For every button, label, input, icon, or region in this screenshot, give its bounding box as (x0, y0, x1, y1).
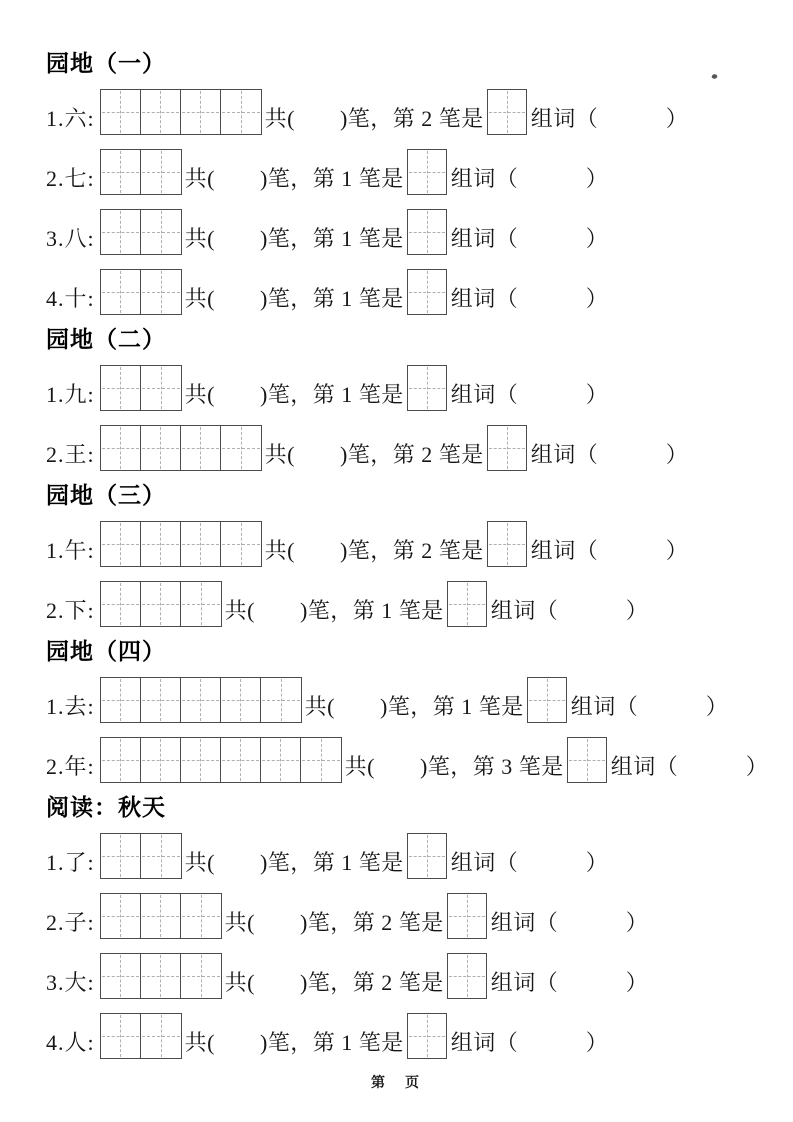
grid-cell (221, 426, 261, 470)
row-label: 1.午: (46, 537, 95, 563)
worksheet-row (46, 206, 763, 258)
section-reading-qiutian (46, 794, 763, 1062)
grid-cell (141, 1014, 181, 1058)
section-title: 园地（三） (46, 483, 166, 509)
grid-cell (221, 90, 261, 134)
stroke-count-text: 共( )笔，第 2 笔是 (264, 537, 484, 563)
grid-cell (141, 270, 181, 314)
grid-cell (141, 954, 181, 998)
row-label: 2.子: (46, 909, 95, 935)
grid-cell (101, 150, 141, 194)
section-title: 阅读：秋天 (46, 795, 166, 821)
row-label: 2.七: (46, 165, 95, 191)
writing-grid (100, 1013, 182, 1059)
stroke-answer-box (407, 209, 447, 255)
grid-cell (141, 834, 181, 878)
row-label: 3.大: (46, 969, 95, 995)
section-yuandi-1 (46, 50, 763, 318)
word-formation-text: 组词（ ） (490, 597, 649, 623)
grid-cell (181, 954, 221, 998)
worksheet-row (46, 266, 763, 318)
grid-cell (181, 894, 221, 938)
worksheet-row (46, 890, 763, 942)
stroke-answer-box (447, 581, 487, 627)
grid-cell (141, 150, 181, 194)
stroke-answer-box (567, 737, 607, 783)
stroke-answer-box (407, 365, 447, 411)
word-formation-text: 组词（ ） (450, 849, 609, 875)
stroke-count-text: 共( )笔，第 1 笔是 (184, 1029, 404, 1055)
grid-cell (141, 210, 181, 254)
stroke-count-text: 共( )笔，第 1 笔是 (224, 597, 444, 623)
grid-cell (261, 738, 301, 782)
writing-grid (100, 581, 222, 627)
stroke-count-text: 共( )笔，第 1 笔是 (184, 165, 404, 191)
grid-cell (141, 366, 181, 410)
row-label: 2.王: (46, 441, 95, 467)
writing-grid (100, 737, 342, 783)
grid-cell (141, 738, 181, 782)
stroke-count-text: 共( )笔，第 2 笔是 (224, 909, 444, 935)
word-formation-text: 组词（ ） (450, 165, 609, 191)
worksheet-row (46, 830, 763, 882)
grid-cell (141, 426, 181, 470)
row-label: 2.下: (46, 597, 95, 623)
stroke-answer-box (487, 89, 527, 135)
grid-cell (101, 678, 141, 722)
grid-cell (141, 582, 181, 626)
stroke-answer-box (447, 893, 487, 939)
stroke-count-text: 共( )笔，第 2 笔是 (264, 105, 484, 131)
writing-grid (100, 893, 222, 939)
word-formation-text: 组词（ ） (610, 753, 769, 779)
writing-grid (100, 677, 302, 723)
row-label: 2.年: (46, 753, 95, 779)
worksheet-row (46, 146, 763, 198)
grid-cell (101, 834, 141, 878)
stroke-count-text: 共( )笔，第 2 笔是 (264, 441, 484, 467)
stroke-count-text: 共( )笔，第 1 笔是 (184, 849, 404, 875)
writing-grid (100, 425, 262, 471)
word-formation-text: 组词（ ） (450, 381, 609, 407)
grid-cell (141, 522, 181, 566)
grid-cell (101, 270, 141, 314)
worksheet-row (46, 578, 763, 630)
worksheet-row (46, 362, 763, 414)
section-title: 园地（四） (46, 639, 166, 665)
stroke-count-text: 共( )笔，第 2 笔是 (224, 969, 444, 995)
stroke-count-text: 共( )笔，第 1 笔是 (304, 693, 524, 719)
section-yuandi-3 (46, 482, 763, 630)
word-formation-text: 组词（ ） (530, 105, 689, 131)
writing-grid (100, 89, 262, 135)
grid-cell (101, 426, 141, 470)
stroke-answer-box (407, 1013, 447, 1059)
grid-cell (101, 738, 141, 782)
worksheet-row (46, 518, 763, 570)
row-label: 1.了: (46, 849, 95, 875)
stroke-answer-box (407, 833, 447, 879)
grid-cell (141, 894, 181, 938)
writing-grid (100, 269, 182, 315)
writing-grid (100, 149, 182, 195)
row-label: 1.去: (46, 693, 95, 719)
writing-grid (100, 953, 222, 999)
grid-cell (141, 678, 181, 722)
word-formation-text: 组词（ ） (450, 1029, 609, 1055)
stroke-count-text: 共( )笔，第 1 笔是 (184, 381, 404, 407)
grid-cell (101, 1014, 141, 1058)
worksheet-row (46, 422, 763, 474)
row-label: 1.九: (46, 381, 95, 407)
stroke-answer-box (407, 269, 447, 315)
section-yuandi-4 (46, 638, 769, 786)
grid-cell (181, 522, 221, 566)
stroke-answer-box (407, 149, 447, 195)
worksheet-row (46, 1010, 763, 1062)
grid-cell (181, 678, 221, 722)
grid-cell (221, 522, 261, 566)
row-label: 4.人: (46, 1029, 95, 1055)
grid-cell (101, 954, 141, 998)
grid-cell (301, 738, 341, 782)
word-formation-text: 组词（ ） (450, 225, 609, 251)
stroke-count-text: 共( )笔，第 3 笔是 (344, 753, 564, 779)
row-label: 4.十: (46, 285, 95, 311)
grid-cell (101, 522, 141, 566)
row-label: 1.六: (46, 105, 95, 131)
section-yuandi-2 (46, 326, 763, 474)
word-formation-text: 组词（ ） (490, 909, 649, 935)
grid-cell (101, 366, 141, 410)
word-formation-text: 组词（ ） (450, 285, 609, 311)
grid-cell (141, 90, 181, 134)
worksheet-row (46, 950, 763, 1002)
worksheet-row (46, 674, 763, 726)
grid-cell (101, 894, 141, 938)
row-label: 3.八: (46, 225, 95, 251)
grid-cell (221, 738, 261, 782)
worksheet-row (46, 86, 763, 138)
grid-cell (101, 582, 141, 626)
grid-cell (181, 738, 221, 782)
grid-cell (101, 90, 141, 134)
grid-cell (101, 210, 141, 254)
word-formation-text: 组词（ ） (490, 969, 649, 995)
word-formation-text: 组词（ ） (570, 693, 729, 719)
stroke-answer-box (487, 521, 527, 567)
grid-cell (261, 678, 301, 722)
stroke-count-text: 共( )笔，第 1 笔是 (184, 285, 404, 311)
page-footer: 第 页 (371, 1075, 422, 1091)
writing-grid (100, 209, 182, 255)
word-formation-text: 组词（ ） (530, 441, 689, 467)
writing-grid (100, 521, 262, 567)
stroke-count-text: 共( )笔，第 1 笔是 (184, 225, 404, 251)
grid-cell (181, 426, 221, 470)
word-formation-text: 组词（ ） (530, 537, 689, 563)
stroke-answer-box (527, 677, 567, 723)
writing-grid (100, 833, 182, 879)
grid-cell (221, 678, 261, 722)
stroke-answer-box (487, 425, 527, 471)
stroke-answer-box (447, 953, 487, 999)
worksheet-row (46, 734, 769, 786)
grid-cell (181, 582, 221, 626)
grid-cell (181, 90, 221, 134)
section-title: 园地（一） (46, 51, 166, 77)
writing-grid (100, 365, 182, 411)
section-title: 园地（二） (46, 327, 166, 353)
